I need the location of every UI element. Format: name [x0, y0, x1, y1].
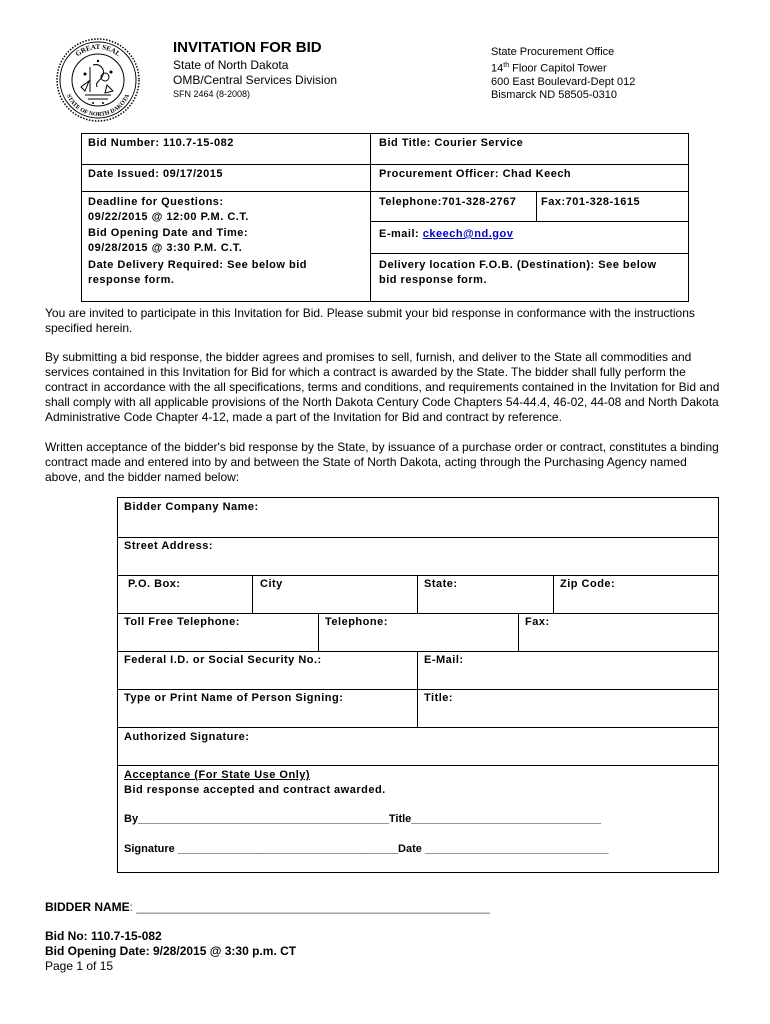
by-title-line: By_________________________________________Title_______________________________ — [124, 813, 601, 825]
opening-value: 09/28/2015 @ 3:30 P.M. C.T. — [88, 242, 243, 254]
office-city: Bismarck ND 58505-0310 — [491, 88, 617, 101]
zip-code-field[interactable]: Zip Code: — [560, 578, 616, 590]
telephone: Telephone:701-328-2767 — [379, 196, 517, 208]
delivery-location-2: bid response form. — [379, 274, 488, 286]
floor-suffix: th — [503, 62, 510, 69]
federal-id-field[interactable]: Federal I.D. or Social Security No.: — [124, 654, 322, 666]
po-box-field[interactable]: P.O. Box: — [128, 578, 181, 590]
svg-text:GREAT SEAL: GREAT SEAL — [74, 42, 122, 59]
email-label: E-mail: — [379, 228, 423, 240]
procurement-officer: Procurement Officer: Chad Keech — [379, 168, 572, 180]
footer-bid-opening: Bid Opening Date: 9/28/2015 @ 3:30 p.m. CT — [45, 944, 297, 958]
authorized-signature-field[interactable]: Authorized Signature: — [124, 731, 250, 743]
acceptance-text: Bid response accepted and contract awarded. — [124, 784, 386, 796]
page-number: Page 1 of 15 — [45, 959, 114, 973]
office-name: State Procurement Office — [491, 46, 615, 58]
state-seal-logo — [55, 37, 141, 123]
toll-free-telephone-field[interactable]: Toll Free Telephone: — [124, 616, 240, 628]
state-field[interactable]: State: — [424, 578, 458, 590]
print-name-field[interactable]: Type or Print Name of Person Signing: — [124, 692, 344, 704]
form-number: SFN 2464 (8-2008) — [173, 89, 251, 99]
email-row — [379, 228, 513, 240]
email-link[interactable]: ckeech@nd.gov — [422, 228, 514, 240]
office-floor — [491, 59, 635, 76]
document-title: INVITATION FOR BID — [173, 39, 322, 56]
telephone-field[interactable]: Telephone: — [325, 616, 388, 628]
date-issued: Date Issued: 09/17/2015 — [88, 168, 224, 180]
state-name: State of North Dakota — [173, 58, 289, 72]
company-name-field[interactable]: Bidder Company Name: — [124, 501, 259, 513]
office-address — [491, 46, 635, 102]
signature-date-line: Signature ____________________________________Date ______________________________ — [124, 843, 609, 855]
bidder-name-blank[interactable]: : _____________________________________________________ — [129, 900, 491, 914]
bidder-name-label: BIDDER NAME — [45, 900, 130, 914]
floor-rest: Floor Capitol Tower — [509, 62, 607, 75]
city-field[interactable]: City — [260, 578, 283, 590]
acceptance-heading: Acceptance (For State Use Only) — [124, 769, 311, 781]
bid-title: Bid Title: Courier Service — [379, 137, 524, 149]
fax-field[interactable]: Fax: — [525, 616, 550, 628]
floor-number: 14 — [491, 62, 504, 75]
svg-text:STATE OF NORTH DAKOTA: STATE OF NORTH DAKOTA — [64, 93, 132, 119]
email-field[interactable]: E-Mail: — [424, 654, 464, 666]
bidder-name-line — [45, 900, 490, 914]
office-street: 600 East Boulevard-Dept 012 — [491, 75, 636, 88]
delivery-required-1: Date Delivery Required: See below bid — [88, 259, 308, 271]
acceptance-paragraph: Written acceptance of the bidder's bid response by the State, by issuance of a purchase order or contract, constitutes a binding contract made and entered into by and between the State of North Dakota, acting through the Purchasing Agency named above, and the bidder named below: — [45, 440, 719, 484]
opening-label: Bid Opening Date and Time: — [88, 227, 249, 239]
deadline-label: Deadline for Questions: — [88, 196, 224, 208]
fax: Fax:701-328-1615 — [541, 196, 641, 208]
title-field[interactable]: Title: — [424, 692, 454, 704]
delivery-required-2: response form. — [88, 274, 175, 286]
division-name: OMB/Central Services Division — [173, 73, 338, 87]
deadline-value: 09/22/2015 @ 12:00 P.M. C.T. — [88, 211, 249, 223]
street-address-field[interactable]: Street Address: — [124, 540, 214, 552]
agreement-paragraph: By submitting a bid response, the bidder agrees and promises to sell, furnish, and deliver to the State all commodities and services contained in this Invitation for Bid for which a contract is awarded by the State. The bidder shall fully perform the contract in accordance with the all specifications, terms and conditions, and requirements contained in the Invitation for Bid and shall comply with all applicable provisions of the North Dakota Century Code Chapters 54-44.4, 46-02, 44-08 and North Dakota Administrative Code Chapter 4-12, made a part of the Invitation for Bid and contract by reference. — [45, 350, 720, 424]
bid-number: Bid Number: 110.7-15-082 — [88, 137, 234, 149]
intro-paragraph: You are invited to participate in this Invitation for Bid. Please submit your bid response in conformance with the instructions specified herein. — [45, 306, 695, 335]
footer-bid-no: Bid No: 110.7-15-082 — [45, 929, 162, 943]
delivery-location-1: Delivery location F.O.B. (Destination): See below — [379, 259, 657, 271]
